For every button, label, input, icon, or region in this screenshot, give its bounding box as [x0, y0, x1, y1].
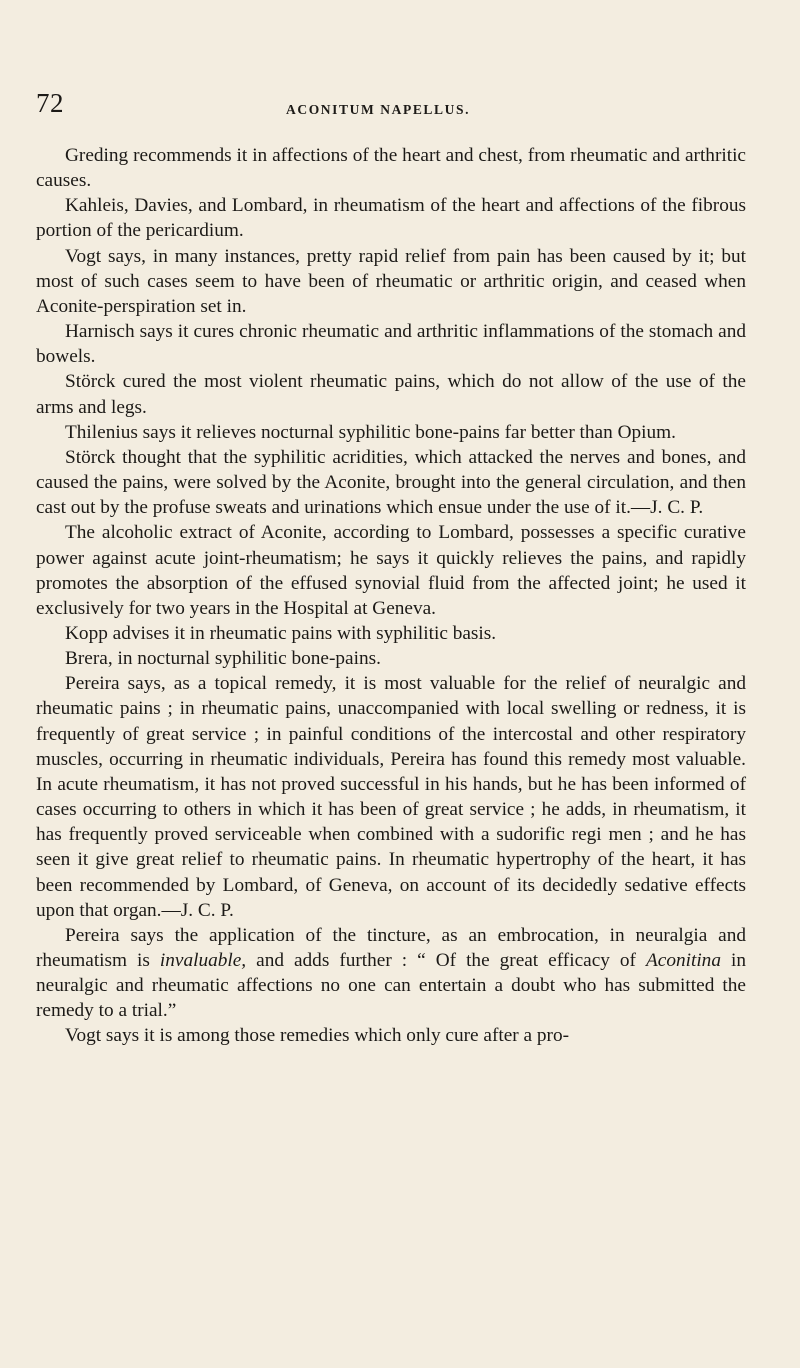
paragraph-greding: Greding recommends it in affections of the heart and chest, from rheumatic and arthritic causes.	[36, 145, 746, 192]
paragraph-kahleis: Kahleis, Davies, and Lombard, in rheumatism of the heart and affections of the fibrous portion of the pericardium.	[36, 195, 746, 242]
paragraph-vogt: Vogt says, in many instances, pretty rapid relief from pain has been caused by it; but most of such cases seem to have been of rheumatic or arthritic origin, and ceased when Aconite-perspiration set in.	[36, 245, 746, 317]
text-segment: Pereira says the application of the tincture, as an embrocation, in neuralgia and rheumatism is	[36, 924, 746, 971]
paragraph-brera: Brera, in nocturnal syphilitic bone-pains.	[65, 648, 381, 670]
paragraph-pereira-1: Pereira says, as a topical remedy, it is most valuable for the relief of neuralgic and rheumatic pains ; in rheumatic pains, unaccompanied with local swelling or redness, it is frequently of great service ; in painful conditions of the intercostal and other respiratory muscles, occurring in rheumatic individuals, Pereira has found this remedy most valuable. In acute rheumatism, it has not proved successful in his hands, but he has been informed of cases occurring to others in which it has been of great service ; he adds, in rheumatism, it has frequently proved serviceable when combined with a sudorific regi men ; and he has seen it give great relief to rheumatic pains. In rheumatic hypertrophy of the heart, it has been recommended by Lombard, of Geneva, on account of its decidedly sedative effects upon that organ.—J. C. P.	[36, 673, 746, 921]
page-number: 72	[36, 88, 64, 118]
text-segment: in neuralgic and rheumatic affections no one can entertain a doubt who has submitted the remedy to a trial.”	[36, 950, 746, 1022]
paragraph-storck-1: Störck cured the most violent rheumatic pains, which do not allow of the use of the arms and legs.	[36, 371, 746, 418]
paragraph-vogt-2: Vogt says it is among those remedies which only cure after a pro-	[65, 1025, 570, 1047]
running-head: ACONITUM NAPELLUS.	[286, 102, 471, 117]
paragraph-storck-2: Störck thought that the syphilitic acridities, which attacked the nerves and bones, and caused the pains, were solved by the Aconite, brought into the general circulation, and then cast out by the profuse sweats and urinations which ensue under the use of it.—J. C. P.	[36, 446, 746, 519]
paragraph-thilenius: Thilenius says it relieves nocturnal syphilitic bone-pains far better than Opium.	[65, 421, 676, 443]
body-text	[36, 143, 746, 1049]
paragraph-lombard: The alcoholic extract of Aconite, according to Lombard, possesses a specific curative power against acute joint-rheumatism; he says it quickly relieves the pains, and rapidly promotes the absorption of the effused synovial fluid from the affected joint; he used it exclusively for two years in the Hospital at Geneva.	[36, 522, 746, 619]
text-segment: and adds further : “ Of the great efficacy of	[246, 950, 646, 971]
page-header	[36, 88, 736, 128]
paragraph-kopp: Kopp advises it in rheumatic pains with syphilitic basis.	[65, 622, 497, 644]
paragraph-pereira-2	[36, 923, 746, 1024]
paragraph-harnisch: Harnisch says it cures chronic rheumatic and arthritic inflammations of the stomach and bowels.	[36, 321, 746, 368]
italic-aconitina: Aconitina	[645, 950, 721, 971]
italic-invaluable: invaluable,	[159, 950, 247, 971]
